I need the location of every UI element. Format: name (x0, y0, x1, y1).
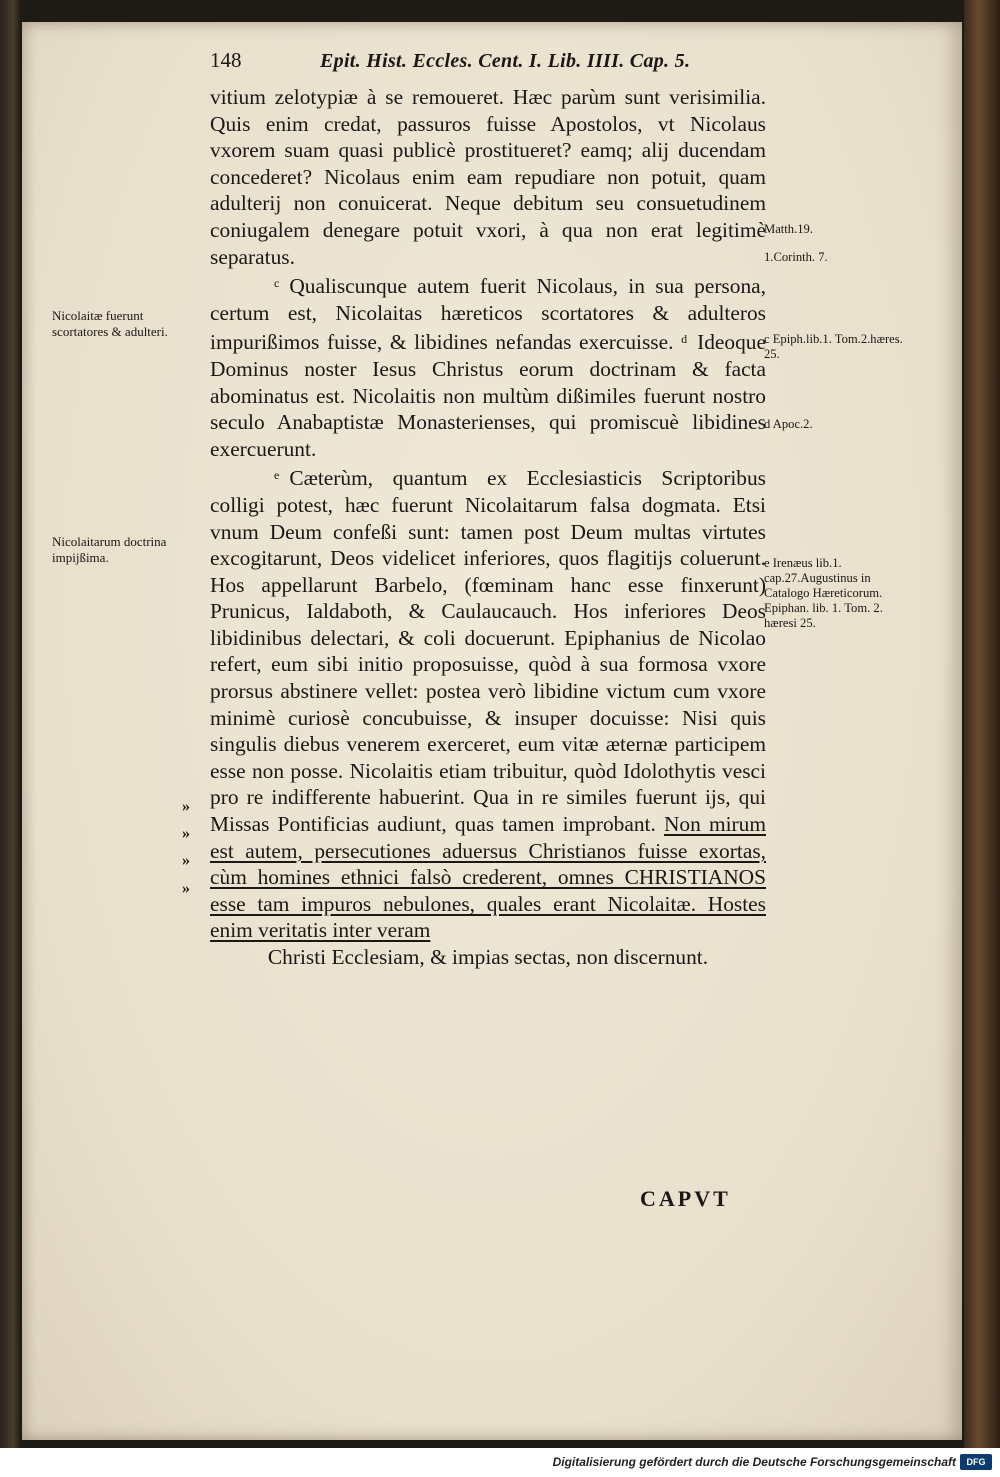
margin-note-right-2: 1.Corinth. 7. (764, 250, 828, 264)
margin-note-right-1: Matth.19. (764, 222, 813, 236)
note-mark-d: d (681, 332, 688, 347)
quote-mark: » (182, 798, 190, 815)
paragraph-2-continuation: Ideoque Dominus noster Iesus Christus eorum doctrinam & facta abominatus est. Nicolaitis non multùm dißimiles fuerunt nostro seculo Anabaptistæ Monasterienses, qui promiscuè libidines exercuerunt. (210, 330, 766, 461)
page-header (210, 42, 770, 80)
note-mark-c: c (274, 276, 280, 291)
margin-note-left-1: Nicolaitæ fuerunt scortatores & adulteri. (52, 308, 168, 339)
quote-mark: » (182, 880, 190, 897)
funding-credit: Digitalisierung gefördert durch die Deutsche Forschungsgemeinschaft (552, 1455, 956, 1469)
margin-note-left-2: Nicolaitarum doctrina impijßima. (52, 534, 167, 565)
running-head: Epit. Hist. Eccles. Cent. I. Lib. IIII. Cap. 5. (320, 50, 691, 72)
margin-note-right-3: c Epiph.lib.1. Tom.2.hæres. 25. (764, 332, 903, 361)
margin-note-right-5: e Irenæus lib.1. cap.27.Augustinus in Catalogo Hæreticorum. Epiphan. lib. 1. Tom. 2. hæresi 25. (764, 556, 883, 630)
dfg-logo-icon: DFG (960, 1454, 992, 1470)
book-binding-right (964, 0, 1000, 1448)
main-text (210, 84, 766, 971)
paragraph-2-text: Qualiscunque autem fuerit Nicolaus, in sua persona, certum est, Nicolaitas hæreticos scortatores & adulteros impurißimos fuisse, & libidines nefandas exercuisse. (210, 274, 766, 355)
quote-mark: » (182, 852, 190, 869)
paragraph-3-conclusion: Christi Ecclesiam, & impias sectas, non discernunt. (267, 945, 709, 969)
footer-bar (0, 1448, 1000, 1477)
underlined-passage: Non mirum est autem, persecutiones aduersus Christianos fuisse exortas, cùm homines ethnici falsò crederent, omnes CHRISTIANOS esse tam impuros nebulones, quales erant Nicolaitæ. Hostes enim veritatis inter veram (210, 812, 766, 943)
margin-note-right-4: d Apoc.2. (764, 417, 813, 431)
page-number: 148 (210, 48, 242, 72)
paragraph-1: vitium zelotypiæ à se remoueret. Hæc parùm sunt verisimilia. Quis enim credat, passuros fuisse Apostolos, vt Nicolaus vxorem suam quasi publicè prostitueret? eamq; alij ducendam concederet? Nicolaus enim eam repudiare non potuit, quam adulterij non conuicerat. Neque debitum seu consuetudinem coniugalem denegare potuit vxori, à qua non erat legitimè separatus. (210, 85, 766, 269)
paragraph-3 (210, 462, 766, 944)
note-mark-e: e (274, 468, 280, 483)
quote-mark: » (182, 825, 190, 842)
catchword: CAPVT (640, 1186, 731, 1211)
book-binding-left (0, 0, 22, 1448)
paragraph-2 (210, 270, 766, 462)
paragraph-3-text: Cæterùm, quantum ex Ecclesiasticis Scriptoribus colligi potest, hæc fuerunt Nicolaitarum falsa dogmata. Etsi vnum Deum confeßi sunt: tamen post Deum multas virtutes excogitarunt, Deos videlicet inferiores, quos flagitijs coluerunt. Hos appellarunt Barbelo, (fœminam hanc esse finxerunt) Prunicus, Ialdaboth, & Caulaucauch. Hos inferiores Deos libidinibus delectari, & coli docuerunt. Epiphanius de Nicolao refert, eum sibi initio proposuisse, quòd à sua formosa vxore prorsus abstinere vellet: postea verò libidine victum cum vxore minimè curiosè concubuisse, & insuper docuisse: Nisi quis singulis diebus venerem exerceret, eum vitæ æternæ participem esse non posse. Nicolaitis etiam tribuitur, quòd Idolothytis vesci pro re indifferente habuerint. Qua in re similes fuerunt ijs, qui Missas Pontificias audiunt, quas tamen improbant. (210, 466, 766, 837)
